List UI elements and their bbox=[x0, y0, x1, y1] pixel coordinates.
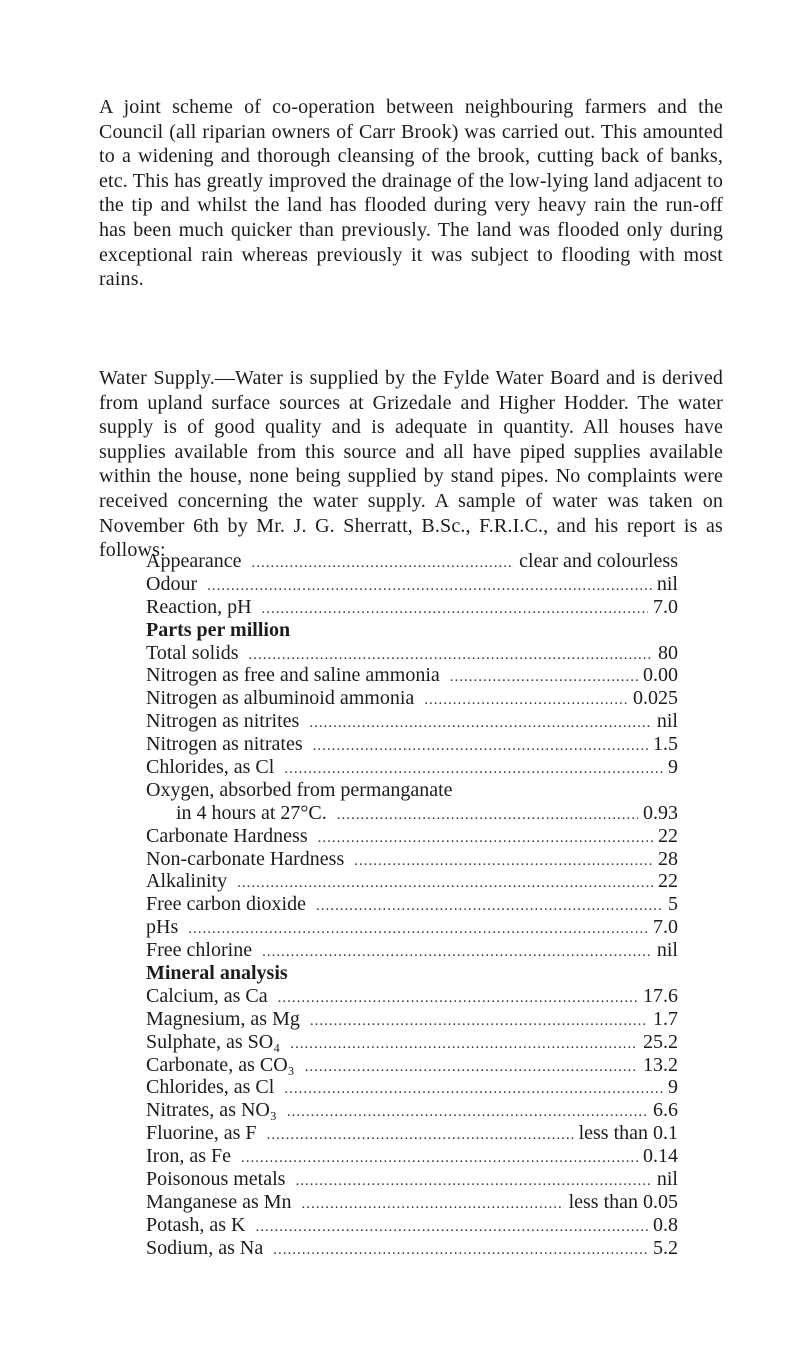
dot-leader bbox=[207, 575, 652, 598]
paragraph-carr-brook: A joint scheme of co-operation between neighbouring farmers and the Council (all riparian owners of Carr Brook) was carried out. This amounted to a widening and thorough cleansing of the brook, cutting back of banks, etc. This has greatly improved the drainage of the low-lying land adjacent to the tip and whilst the land has flooded during very heavy rain the run-off has been much quicker than previously. The land was flooded only during exceptional rain whereas previously it was subject to flooding with most rains. bbox=[99, 96, 723, 291]
dot-leader bbox=[255, 1216, 648, 1239]
paragraph-water-supply: Water Supply.—Water is supplied by the Fylde Water Board and is derived from upland surface sources at Grizedale and Higher Hodder. The water supply is of good quality and is adequate in quantity. All houses have supplies available from this source and all have piped supplies available within the house, none being supplied by stand pipes. No complaints were received concerning the water supply. A sample of water was taken on November 6th by Mr. J. G. Sherratt, B.Sc., F.R.I.C., and his report is as follows: bbox=[99, 367, 723, 562]
analysis-row bbox=[146, 1122, 678, 1145]
analysis-label: pHs bbox=[146, 916, 179, 939]
analysis-row bbox=[146, 916, 678, 939]
analysis-value: 9 bbox=[668, 1076, 678, 1099]
analysis-row bbox=[146, 687, 678, 710]
analysis-label: Total solids bbox=[146, 641, 239, 664]
dot-leader bbox=[302, 1193, 564, 1216]
section-heading-label: Mineral analysis bbox=[146, 962, 288, 985]
analysis-row bbox=[146, 1031, 678, 1054]
analysis-row bbox=[146, 893, 678, 916]
analysis-label: Nitrogen as nitrites bbox=[146, 710, 300, 733]
analysis-value: 5.2 bbox=[653, 1236, 678, 1259]
analysis-label: Nitrogen as free and saline ammonia bbox=[146, 664, 440, 687]
analysis-row bbox=[146, 1168, 678, 1191]
analysis-label: Reaction, pH bbox=[146, 595, 252, 618]
dot-leader bbox=[290, 1033, 638, 1056]
dot-leader bbox=[309, 712, 652, 735]
analysis-value: 0.00 bbox=[643, 664, 678, 687]
section-heading bbox=[146, 619, 678, 642]
analysis-label: Fluorine, as F bbox=[146, 1122, 257, 1145]
analysis-label: Sulphate, as SO₄ bbox=[146, 1030, 281, 1053]
analysis-value: 1.7 bbox=[653, 1007, 678, 1030]
analysis-label: Carbonate, as CO₃ bbox=[146, 1053, 295, 1076]
dot-leader bbox=[318, 827, 653, 850]
dot-leader bbox=[310, 1010, 648, 1033]
analysis-label: Free carbon dioxide bbox=[146, 893, 306, 916]
analysis-row bbox=[146, 870, 678, 893]
analysis-value: 28 bbox=[658, 847, 678, 870]
analysis-label: Carbonate Hardness bbox=[146, 824, 308, 847]
analysis-label: Potash, as K bbox=[146, 1213, 246, 1236]
analysis-row bbox=[146, 779, 678, 802]
dot-leader bbox=[284, 1078, 663, 1101]
dot-leader bbox=[249, 644, 654, 667]
dot-leader bbox=[284, 758, 663, 781]
dot-leader bbox=[188, 918, 648, 941]
analysis-label: Nitrogen as albuminoid ammonia bbox=[146, 687, 415, 710]
analysis-value: 9 bbox=[668, 756, 678, 779]
dot-leader bbox=[262, 941, 652, 964]
water-analysis-table bbox=[146, 550, 678, 1260]
analysis-label: Oxygen, absorbed from permanganate bbox=[146, 778, 453, 801]
section-heading bbox=[146, 962, 678, 985]
analysis-label: Iron, as Fe bbox=[146, 1145, 231, 1168]
dot-leader bbox=[252, 552, 515, 575]
dot-leader bbox=[305, 1056, 638, 1079]
analysis-label: Magnesium, as Mg bbox=[146, 1007, 300, 1030]
analysis-row bbox=[146, 848, 678, 871]
dot-leader bbox=[262, 598, 648, 621]
analysis-value: nil bbox=[656, 939, 678, 962]
analysis-row bbox=[146, 985, 678, 1008]
analysis-value: 0.14 bbox=[643, 1145, 678, 1168]
analysis-row bbox=[146, 1145, 678, 1168]
analysis-value: nil bbox=[656, 710, 678, 733]
analysis-label: Sodium, as Na bbox=[146, 1236, 264, 1259]
analysis-value: 13.2 bbox=[643, 1053, 678, 1076]
analysis-value: 7.0 bbox=[653, 595, 678, 618]
analysis-label: Odour bbox=[146, 572, 198, 595]
analysis-row bbox=[146, 1054, 678, 1077]
dot-leader bbox=[313, 735, 648, 758]
analysis-label: Non-carbonate Hardness bbox=[146, 847, 345, 870]
dot-leader bbox=[450, 666, 638, 689]
analysis-value: less than 0.05 bbox=[568, 1190, 678, 1213]
analysis-label: Nitrates, as NO₃ bbox=[146, 1099, 277, 1122]
analysis-label: Poisonous metals bbox=[146, 1168, 286, 1191]
analysis-value: nil bbox=[656, 1168, 678, 1191]
analysis-label: Manganese as Mn bbox=[146, 1190, 292, 1213]
analysis-value: clear and colourless bbox=[519, 550, 678, 572]
analysis-row bbox=[146, 756, 678, 779]
analysis-value: 6.6 bbox=[653, 1099, 678, 1122]
analysis-value: 0.025 bbox=[633, 687, 678, 710]
dot-leader bbox=[316, 895, 663, 918]
analysis-row bbox=[146, 1237, 678, 1260]
analysis-value: 0.93 bbox=[643, 801, 678, 824]
analysis-row bbox=[146, 642, 678, 665]
dot-leader bbox=[424, 689, 628, 712]
dot-leader bbox=[273, 1239, 648, 1262]
dot-leader bbox=[267, 1124, 574, 1147]
dot-leader bbox=[237, 872, 653, 895]
analysis-label: Nitrogen as nitrates bbox=[146, 733, 303, 756]
dot-leader bbox=[354, 850, 653, 873]
analysis-row bbox=[146, 733, 678, 756]
analysis-label: Appearance bbox=[146, 550, 242, 572]
analysis-row bbox=[146, 710, 678, 733]
analysis-label: Chlorides, as Cl bbox=[146, 1076, 275, 1099]
analysis-row bbox=[146, 573, 678, 596]
analysis-row bbox=[146, 802, 678, 825]
section-heading-label: Parts per million bbox=[146, 618, 291, 641]
analysis-row bbox=[146, 825, 678, 848]
dot-leader bbox=[278, 987, 638, 1010]
analysis-value: 22 bbox=[658, 870, 678, 893]
analysis-label: Free chlorine bbox=[146, 939, 253, 962]
analysis-label: in 4 hours at 27°C. bbox=[176, 801, 327, 824]
analysis-row bbox=[146, 939, 678, 962]
analysis-row bbox=[146, 1076, 678, 1099]
analysis-value: nil bbox=[656, 572, 678, 595]
analysis-row bbox=[146, 550, 678, 573]
dot-leader bbox=[287, 1101, 648, 1124]
analysis-value: 0.8 bbox=[653, 1213, 678, 1236]
analysis-value: 17.6 bbox=[643, 984, 678, 1007]
analysis-row bbox=[146, 1191, 678, 1214]
analysis-label: Chlorides, as Cl bbox=[146, 756, 275, 779]
analysis-row bbox=[146, 596, 678, 619]
analysis-value: 80 bbox=[658, 641, 678, 664]
analysis-row bbox=[146, 1099, 678, 1122]
dot-leader bbox=[295, 1170, 651, 1193]
analysis-value: 25.2 bbox=[643, 1030, 678, 1053]
analysis-value: 5 bbox=[668, 893, 678, 916]
analysis-row bbox=[146, 1008, 678, 1031]
analysis-value: 7.0 bbox=[653, 916, 678, 939]
analysis-row bbox=[146, 1214, 678, 1237]
analysis-row bbox=[146, 664, 678, 687]
analysis-label: Calcium, as Ca bbox=[146, 984, 268, 1007]
analysis-value: less than 0.1 bbox=[578, 1122, 678, 1145]
analysis-value: 22 bbox=[658, 824, 678, 847]
dot-leader bbox=[337, 804, 638, 827]
dot-leader bbox=[241, 1147, 638, 1170]
analysis-label: Alkalinity bbox=[146, 870, 228, 893]
analysis-value: 1.5 bbox=[653, 733, 678, 756]
